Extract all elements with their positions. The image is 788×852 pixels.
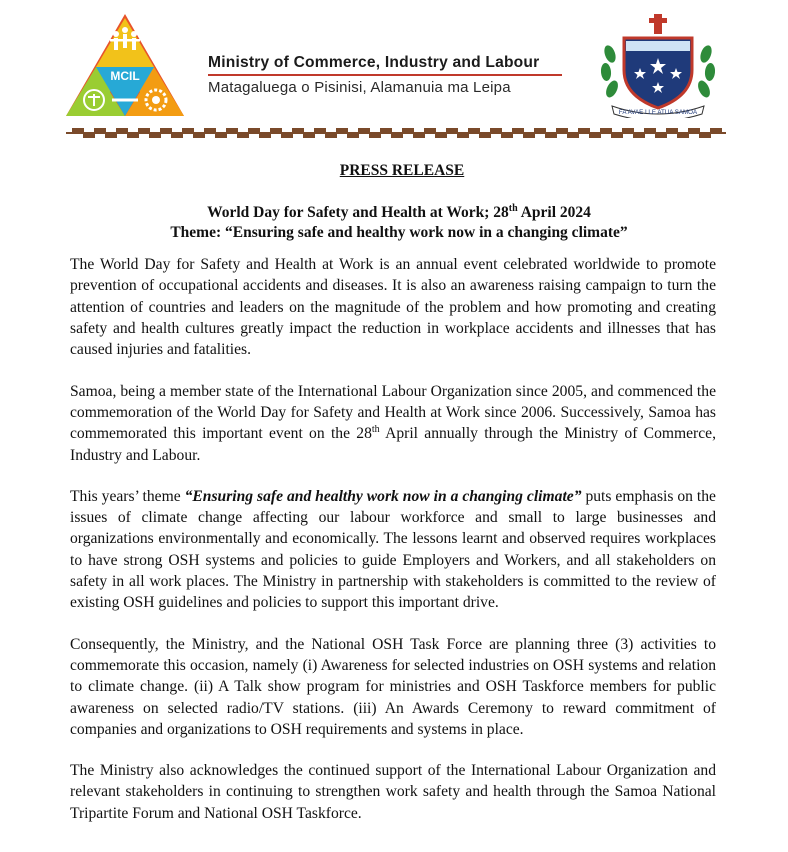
ministry-name-rule: [208, 74, 562, 76]
paragraph-2-sup: th: [371, 424, 380, 436]
paragraph-acknowledgement: The Ministry also acknowledges the continued support of the International Labour Organization and relevant stakeholders in continuing to strengthen work safety and health through the Samoa National Tripartite Forum and National OSH Taskforce.: [70, 762, 716, 822]
cross-icon: [649, 14, 667, 34]
paragraph-2-text-a: Samoa, being a member state of the International Labour Organization since 2005, and commenced the commemoration of the World Day for Safety and Health at Work since 2006. Successively, Samoa has commemorated this important event on the 28: [70, 382, 716, 443]
paragraph-3-text-a: This years’ theme: [70, 487, 185, 505]
mcil-logo: [64, 12, 186, 120]
logo-text: MCIL: [110, 69, 140, 83]
paragraph-intro: The World Day for Safety and Health at Work is an annual event celebrated worldwide to promote prevention of occupational accidents and diseases. It is also an awareness raising campaign to turn the attention of countries and leaders on the magnitude of the problem and how promoting and creating safety and health cultures greatly impact the reduction in workplace accidents and illnesses that has caused injuries and fatalities.: [70, 256, 716, 359]
paragraph-theme: [70, 486, 716, 614]
paragraph-samoa-membership: [70, 381, 716, 466]
ministry-name-block: [208, 54, 562, 96]
decorative-divider: [66, 128, 726, 140]
press-release-body: [70, 162, 716, 824]
crest-motto-text: FA'AVAE I LE ATUA SAMOA: [618, 109, 698, 116]
samoa-coat-of-arms: [596, 14, 720, 118]
ministry-name-english: Ministry of Commerce, Industry and Labour: [208, 54, 540, 71]
release-title-prefix: World Day for Safety and Health at Work; 28: [207, 204, 509, 222]
crest-shield-top-band: [626, 41, 690, 51]
paragraph-activities: Consequently, the Ministry, and the National OSH Task Force are planning three (3) activities to commemorate this occasion, namely (i) Awareness for selected industries on OSH systems and relation to climate change. (ii) A Talk show program for ministries and OSH Taskforce members for public awareness on selected radio/TV stations. (iii) An Awards Ceremony to reward commitment of companies and organizations to OSH requirements and systems in place.: [70, 635, 716, 738]
people-icon: [110, 27, 140, 50]
release-title: [70, 199, 716, 223]
letterhead: [0, 0, 788, 140]
release-title-sup: th: [508, 203, 518, 214]
release-title-suffix: April 2024: [517, 204, 591, 222]
paragraph-3-text-b: puts emphasis on the issues of climate change affecting our labour workforce and small to large businesses and organizations environmentally and economically. The lessons learnt and observed requires workplaces to have strong OSH systems and policies to guide Employers and Workers, and all stakeholders on safety in all work places. The Ministry in partnership with stakeholders is committed to the review of existing OSH guidelines and policies to support this important drive.: [70, 487, 716, 612]
release-theme: Theme: “Ensuring safe and healthy work now in a changing climate”: [170, 224, 628, 242]
paragraph-2-text-b: April annually through the Ministry of Commerce, Industry and Labour.: [70, 425, 716, 464]
ministry-name-samoan: Matagaluega o Pisinisi, Alamanuia ma Leipa: [208, 79, 511, 96]
paragraph-3-theme: “Ensuring safe and healthy work now in a changing climate”: [184, 487, 582, 505]
press-release-heading: PRESS RELEASE: [339, 162, 465, 179]
